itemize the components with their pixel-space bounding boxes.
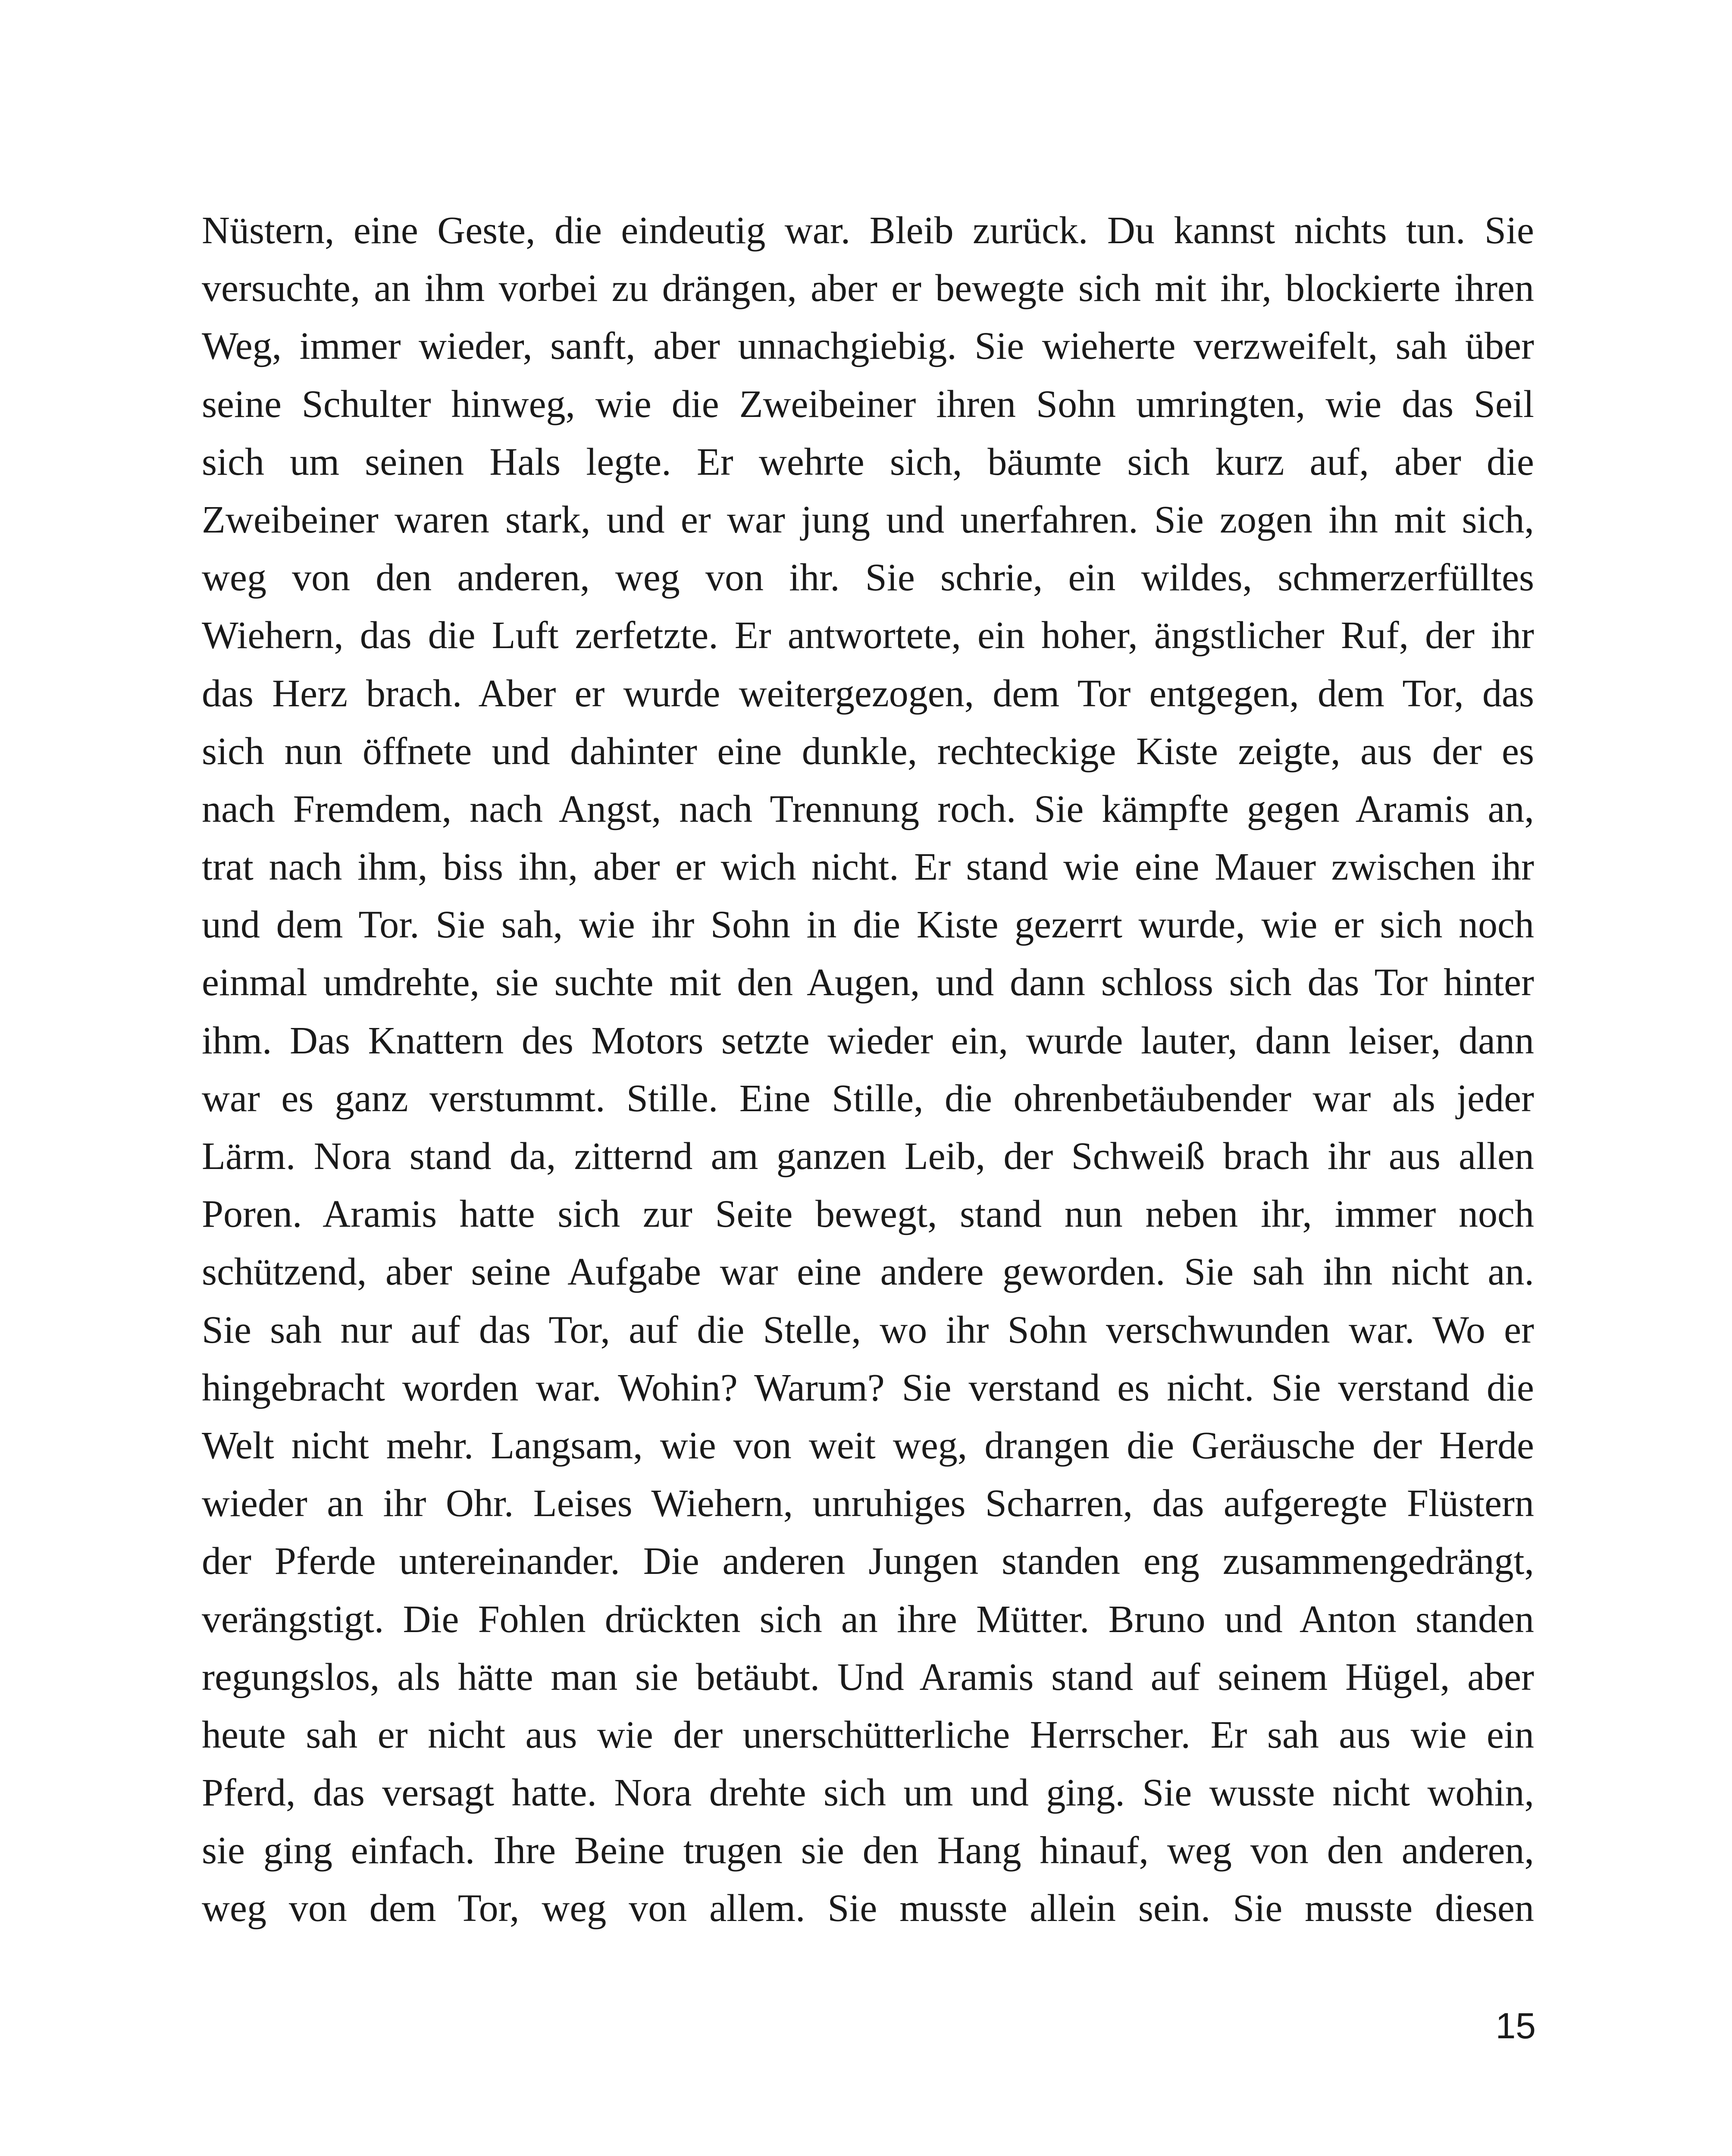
text-line-24: der Pferde untereinander. Die anderen Jungen standen eng zusammengedrängt, [202,1540,1534,1583]
text-line-8: Wiehern, das die Luft zerfetzte. Er antwortete, ein hoher, ängstlicher Ruf, der ihr [202,614,1534,657]
text-line-10: sich nun öffnete und dahinter eine dunkle, rechteckige Kiste zeigte, aus der es [202,730,1534,773]
text-line-23: wieder an ihr Ohr. Leises Wiehern, unruhiges Scharren, das aufgeregte Flüstern [202,1482,1534,1525]
text-line-12: trat nach ihm, biss ihn, aber er wich nicht. Er stand wie eine Mauer zwischen ihr [202,846,1534,889]
text-line-2: versuchte, an ihm vorbei zu drängen, aber er bewegte sich mit ihr, blockierte ihren [202,267,1534,310]
text-line-21: hingebracht worden war. Wohin? Warum? Sie verstand es nicht. Sie verstand die [202,1366,1534,1409]
text-line-30: weg von dem Tor, weg von allem. Sie musste allein sein. Sie musste diesen [202,1887,1534,1930]
text-line-14: einmal umdrehte, sie suchte mit den Augen, und dann schloss sich das Tor hinter [202,961,1534,1004]
text-line-9: das Herz brach. Aber er wurde weitergezogen, dem Tor entgegen, dem Tor, das [202,672,1534,715]
text-line-13: und dem Tor. Sie sah, wie ihr Sohn in die Kiste gezerrt wurde, wie er sich noch [202,903,1534,946]
body-text [202,202,1534,1938]
text-line-22: Welt nicht mehr. Langsam, wie von weit weg, drangen die Geräusche der Herde [202,1424,1534,1467]
text-line-1: Nüstern, eine Geste, die eindeutig war. Bleib zurück. Du kannst nichts tun. Sie [202,209,1534,252]
page-number: 15 [1495,2006,1536,2046]
text-line-20: Sie sah nur auf das Tor, auf die Stelle, wo ihr Sohn verschwunden war. Wo er [202,1308,1534,1351]
text-line-28: Pferd, das versagt hatte. Nora drehte sich um und ging. Sie wusste nicht wohin, [202,1771,1534,1814]
text-line-4: seine Schulter hinweg, wie die Zweibeiner ihren Sohn umringten, wie das Seil [202,382,1534,426]
text-line-7: weg von den anderen, weg von ihr. Sie schrie, ein wildes, schmerzerfülltes [202,556,1534,599]
text-line-17: Lärm. Nora stand da, zitternd am ganzen Leib, der Schweiß brach ihr aus allen [202,1135,1534,1178]
text-line-3: Weg, immer wieder, sanft, aber unnachgiebig. Sie wieherte verzweifelt, sah über [202,325,1534,368]
text-line-6: Zweibeiner waren stark, und er war jung und unerfahren. Sie zogen ihn mit sich, [202,498,1534,541]
text-line-25: verängstigt. Die Fohlen drückten sich an ihre Mütter. Bruno und Anton standen [202,1598,1534,1641]
text-line-18: Poren. Aramis hatte sich zur Seite bewegt, stand nun neben ihr, immer noch [202,1193,1534,1236]
text-line-26: regungslos, als hätte man sie betäubt. Und Aramis stand auf seinem Hügel, aber [202,1655,1534,1698]
text-line-27: heute sah er nicht aus wie der unerschütterliche Herrscher. Er sah aus wie ein [202,1713,1534,1756]
text-line-29: sie ging einfach. Ihre Beine trugen sie den Hang hinauf, weg von den anderen, [202,1829,1534,1872]
text-line-19: schützend, aber seine Aufgabe war eine andere geworden. Sie sah ihn nicht an. [202,1250,1534,1294]
text-line-5: sich um seinen Hals legte. Er wehrte sich, bäumte sich kurz auf, aber die [202,440,1534,483]
text-line-16: war es ganz verstummt. Stille. Eine Stille, die ohrenbetäubender war als jeder [202,1077,1534,1120]
text-line-11: nach Fremdem, nach Angst, nach Trennung roch. Sie kämpfte gegen Aramis an, [202,787,1534,830]
text-line-15: ihm. Das Knattern des Motors setzte wieder ein, wurde lauter, dann leiser, dann [202,1019,1534,1062]
